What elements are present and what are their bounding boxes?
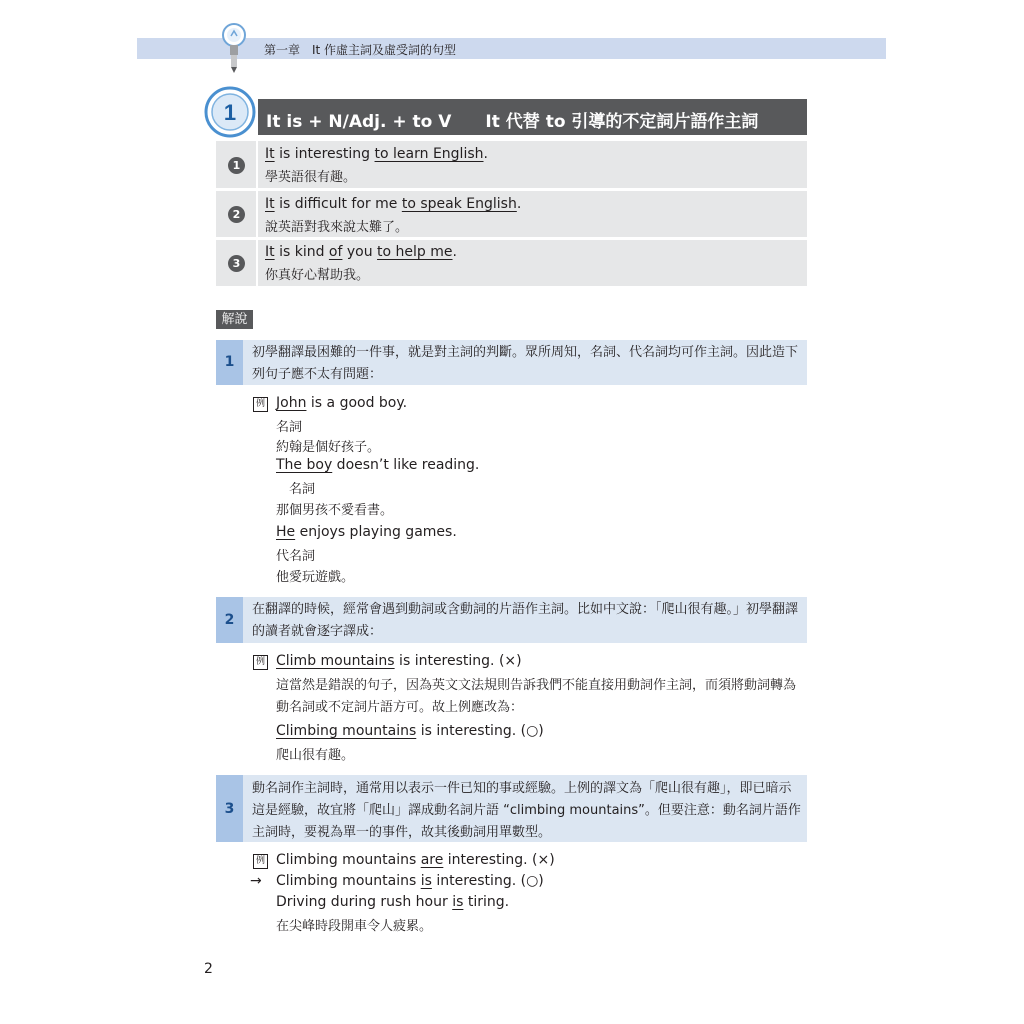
note-text: 動名詞作主詞時，通常用以表示一件已知的事或經驗。上例的譯文為「爬山很有趣」，即已暗示這是經驗，故宜將「爬山」譯成動名詞片語 “climbing mountains”。但要注意：動名詞片語作主詞時，要視為單一的事件，故其後動詞用單數型。 — [252, 781, 801, 840]
correct-sentence: Climbing mountains is interesting. (○) — [276, 723, 544, 739]
note-example-translation: 他愛玩遊戲。 — [276, 570, 355, 585]
note-example-translation: 那個男孩不愛看書。 — [276, 503, 394, 518]
example-translation: 你真好心幫助我。 — [265, 268, 370, 283]
note-example-sentence: The boy doesn’t like reading. — [276, 457, 480, 473]
explanation-label: 解說 — [216, 310, 253, 329]
grammar-tag: 代名詞 — [276, 549, 316, 564]
note-number: 3 — [224, 801, 235, 817]
example-translation: 說英語對我來說太難了。 — [265, 220, 409, 235]
note-example-sentence: John is a good boy. — [276, 395, 408, 411]
grammar-tag: 名詞 — [289, 482, 316, 497]
wrong-sentence: Climbing mountains are interesting. (×) — [276, 852, 555, 868]
arrow-icon: → — [250, 873, 262, 889]
note-explanation: 這當然是錯誤的句子，因為英文文法規則告訴我們不能直接用動詞作主詞，而須將動詞轉為動名詞或不定詞片語方可。故上例應改為： — [276, 678, 797, 715]
pattern-formula: It is + N/Adj. + to V — [266, 112, 452, 132]
pattern-description: It 代替 to 引導的不定詞片語作主詞 — [485, 112, 759, 132]
example-sentence: It is interesting to learn English. — [265, 146, 488, 162]
example-number: 2 — [228, 206, 245, 223]
note-example-translation: 約翰是個好孩子。 — [276, 440, 381, 455]
note-example-sentence: Driving during rush hour is tiring. — [276, 894, 510, 910]
note-example-translation: 在尖峰時段開車令人疲累。 — [276, 919, 433, 934]
chapter-title: 第一章 It 作虛主詞及虛受詞的句型 — [264, 43, 457, 57]
lightbulb-icon — [219, 22, 249, 74]
note-number: 2 — [224, 612, 235, 628]
note-example-translation: 爬山很有趣。 — [276, 748, 355, 763]
pattern-number-badge — [204, 86, 256, 138]
example-marker: 例 — [253, 854, 268, 869]
example-sentence: It is kind of you to help me. — [265, 244, 457, 260]
example-number: 3 — [228, 255, 245, 272]
pattern-number: 1 — [223, 100, 237, 125]
note-number: 1 — [224, 354, 235, 370]
example-translation: 學英語很有趣。 — [265, 170, 357, 185]
wrong-sentence: Climb mountains is interesting. (×) — [276, 653, 522, 669]
example-number: 1 — [228, 157, 245, 174]
note-example-sentence: He enjoys playing games. — [276, 524, 457, 540]
chapter-header-bar — [137, 38, 886, 59]
example-marker: 例 — [253, 397, 268, 412]
note-text: 在翻譯的時候，經常會遇到動詞或含動詞的片語作主詞。比如中文說：「爬山很有趣。」初學翻譯的讀者就會逐字譯成： — [252, 602, 799, 639]
example-marker: 例 — [253, 655, 268, 670]
pattern-title — [266, 107, 758, 132]
correct-sentence: Climbing mountains is interesting. (○) — [276, 873, 544, 889]
example-sentence: It is difficult for me to speak English. — [265, 196, 522, 212]
page-number: 2 — [204, 961, 213, 977]
note-text: 初學翻譯最困難的一件事，就是對主詞的判斷。眾所周知，名詞、代名詞均可作主詞。因此造下列句子應不太有問題： — [252, 345, 799, 382]
grammar-tag: 名詞 — [276, 420, 303, 435]
